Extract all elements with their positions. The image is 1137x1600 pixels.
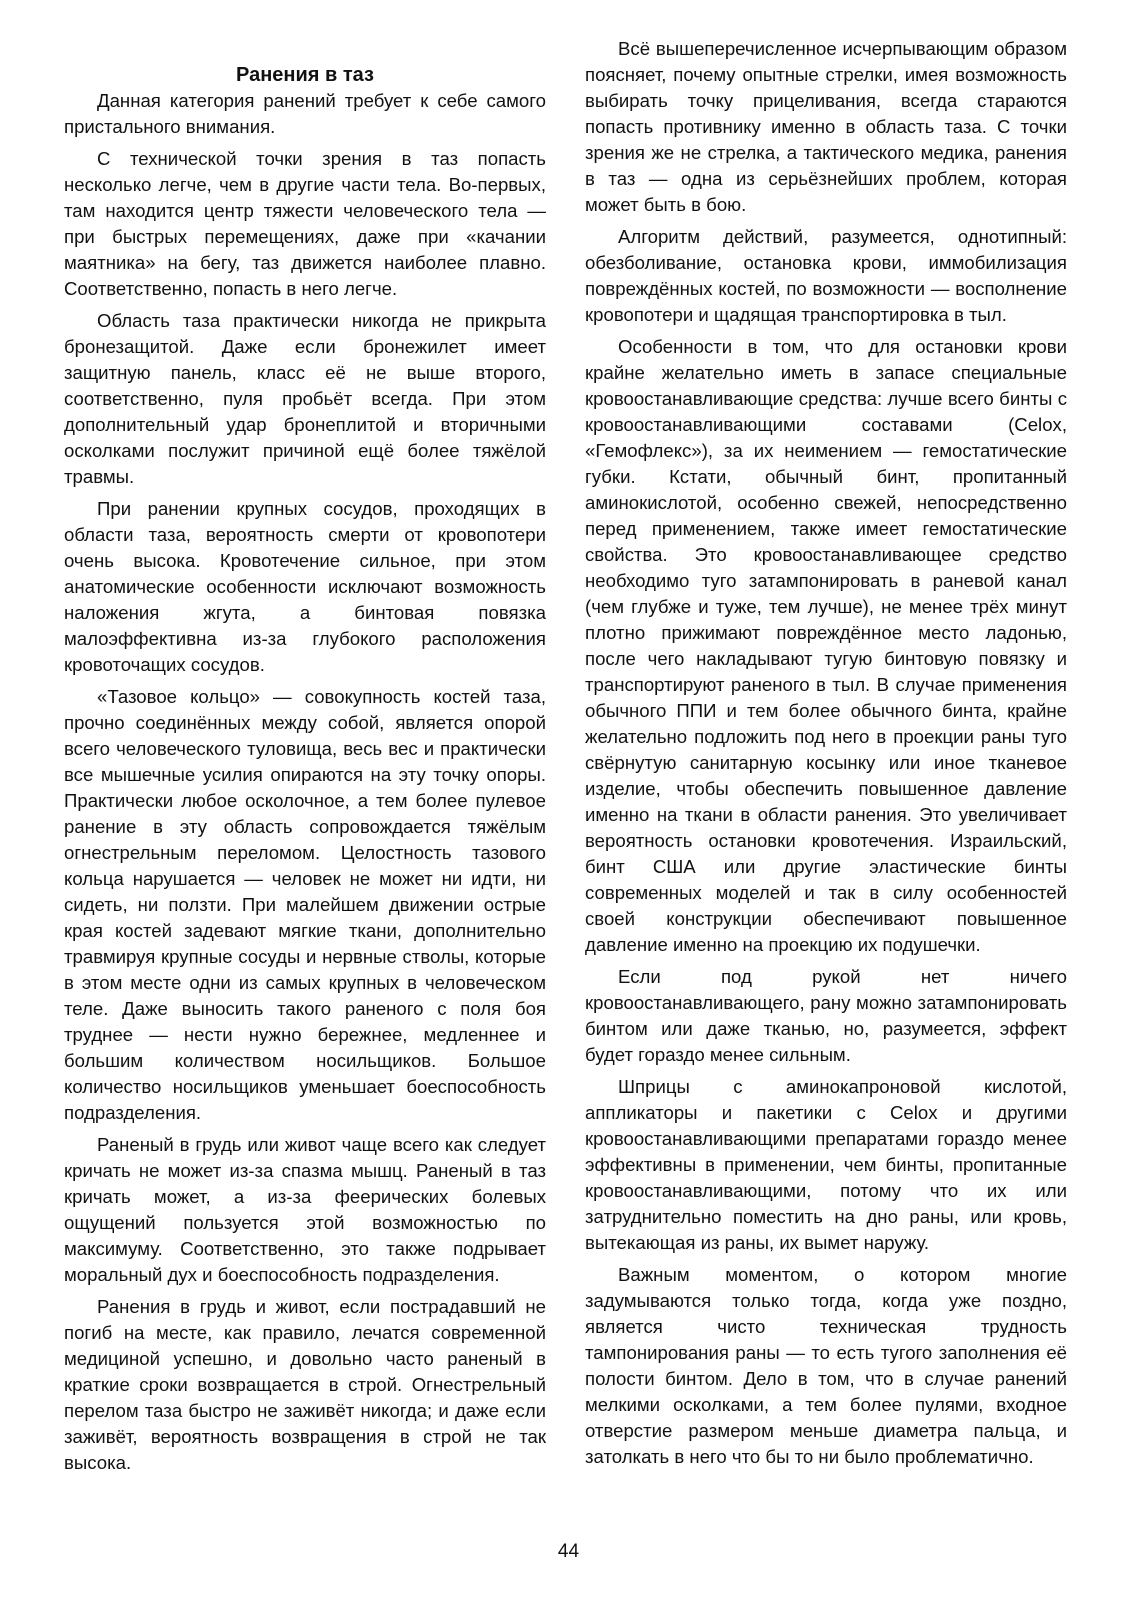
paragraph: Шприцы с аминокапроновой кислотой, аппликаторы и пакетики с Celox и другими кровоостанавливающими препаратами гораздо менее эффективны в применении, чем бинты, пропитанные кровоостанавливающими, потому что их или затруднительно поместить на дно раны, или кровь, вытекающая из раны, их вымет наружу. <box>585 1076 1067 1253</box>
paragraph: С технической точки зрения в таз попасть несколько легче, чем в другие части тела. Во-первых, там находится центр тяжести человеческого тела — при быстрых перемещениях, даже при «качании маятника» на бегу, таз движется наиболее плавно. Соответственно, попасть в него легче. <box>64 148 546 299</box>
paragraph: Область таза практически никогда не прикрыта бронезащитой. Даже если бронежилет имеет защитную панель, класс её не выше второго, соответственно, пуля пробьёт всегда. При этом дополнительный удар бронеплитой и вторичными осколками послужит причиной ещё более тяжёлой травмы. <box>64 310 546 487</box>
paragraph: Если под рукой нет ничего кровоостанавливающего, рану можно затампонировать бинтом или даже тканью, но, разумеется, эффект будет гораздо менее сильным. <box>585 966 1067 1065</box>
paragraph: Раненый в грудь или живот чаще всего как следует кричать не может из-за спазма мышц. Раненый в таз кричать может, а из-за феерических болевых ощущений пользуется этой возможностью по максимуму. Соответственно, это также подрывает моральный дух и боеспособность подразделения. <box>64 1134 546 1285</box>
paragraph: «Тазовое кольцо» — совокупность костей таза, прочно соединённых между собой, является опорой всего человеческого туловища, весь вес и практически все мышечные усилия опираются на эту точку опоры. Практически любое осколочное, а тем более пулевое ранение в эту область сопровождается тяжёлым огнестрельным переломом. Целостность тазового кольца нарушается — человек не может ни идти, ни сидеть, ни ползти. При малейшем движении острые края костей задевают мягкие ткани, дополнительно травмируя крупные сосуды и нервные стволы, которые в этом месте одни из самых крупных в человеческом теле. Даже выносить такого раненого с поля боя труднее — нести нужно бережнее, медленнее и большим количеством носильщиков. Большое количество носильщиков уменьшает боеспособность подразделения. <box>64 686 546 1123</box>
page-number: 44 <box>557 1541 580 1562</box>
paragraph: Данная категория ранений требует к себе самого пристального внимания. <box>64 90 546 137</box>
paragraph: Особенности в том, что для остановки крови крайне желательно иметь в запасе специальные кровоостанавливающие средства: лучше всего бинты с кровоостанавливающими составами (Celox, «Гемофлекс»), за их неимением — гемостатические губки. Кстати, обычный бинт, пропитанный аминокислотой, особенно свежей, непосредственно перед применением, также имеет гемостатические свойства. Это кровоостанавливающее средство необходимо туго затампонировать в раневой канал (чем глубже и туже, тем лучше), не менее трёх минут плотно прижимают повреждённое место ладонью, после чего накладывают тугую бинтовую повязку и транспортируют раненого в тыл. В случае применения обычного ППИ и тем более обычного бинта, крайне желательно подложить под него в проекции раны туго свёрнутую санитарную косынку или иное тканевое изделие, чтобы обеспечить повышенное давление именно на ткани в области ранения. Это увеличивает вероятность остановки кровотечения. Израильский, бинт США или другие эластические бинты современных моделей и так в силу особенностей своей конструкции обеспечивают повышенное давление именно на проекцию их подушечки. <box>585 336 1067 955</box>
paragraph: Алгоритм действий, разумеется, однотипный: обезболивание, остановка крови, иммобилизация повреждённых костей, по возможности — восполнение кровопотери и щадящая транспортировка в тыл. <box>585 226 1067 325</box>
paragraph: Всё вышеперечисленное исчерпывающим образом поясняет, почему опытные стрелки, имея возможность выбирать точку прицеливания, всегда стараются попасть противнику именно в область таза. С точки зрения же не стрелка, а тактического медика, ранения в таз — одна из серьёзнейших проблем, которая может быть в бою. <box>585 38 1067 215</box>
left-column <box>64 36 546 1482</box>
paragraph: При ранении крупных сосудов, проходящих в области таза, вероятность смерти от кровопотери очень высока. Кровотечение сильное, при этом анатомические особенности исключают возможность наложения жгута, а бинтовая повязка малоэффективна из-за глубокого расположения кровоточащих сосудов. <box>64 498 546 675</box>
section-title: Ранения в таз <box>236 64 374 86</box>
paragraph: Ранения в грудь и живот, если пострадавший не погиб на месте, как правило, лечатся современной медициной успешно, и довольно часто раненый в краткие сроки возвращается в строй. Огнестрельный перелом таза быстро не заживёт никогда; и даже если заживёт, вероятность возвращения в строй не так высока. <box>64 1296 546 1473</box>
paragraph: Важным моментом, о котором многие задумываются только тогда, когда уже поздно, является чисто техническая трудность тампонирования раны — то есть тугого заполнения её полости бинтом. Дело в том, что в случае ранений мелкими осколками, а тем более пулями, входное отверстие размером меньше диаметра пальца, и затолкать в него что бы то ни было проблематично. <box>585 1264 1067 1467</box>
right-column <box>585 36 1067 1476</box>
